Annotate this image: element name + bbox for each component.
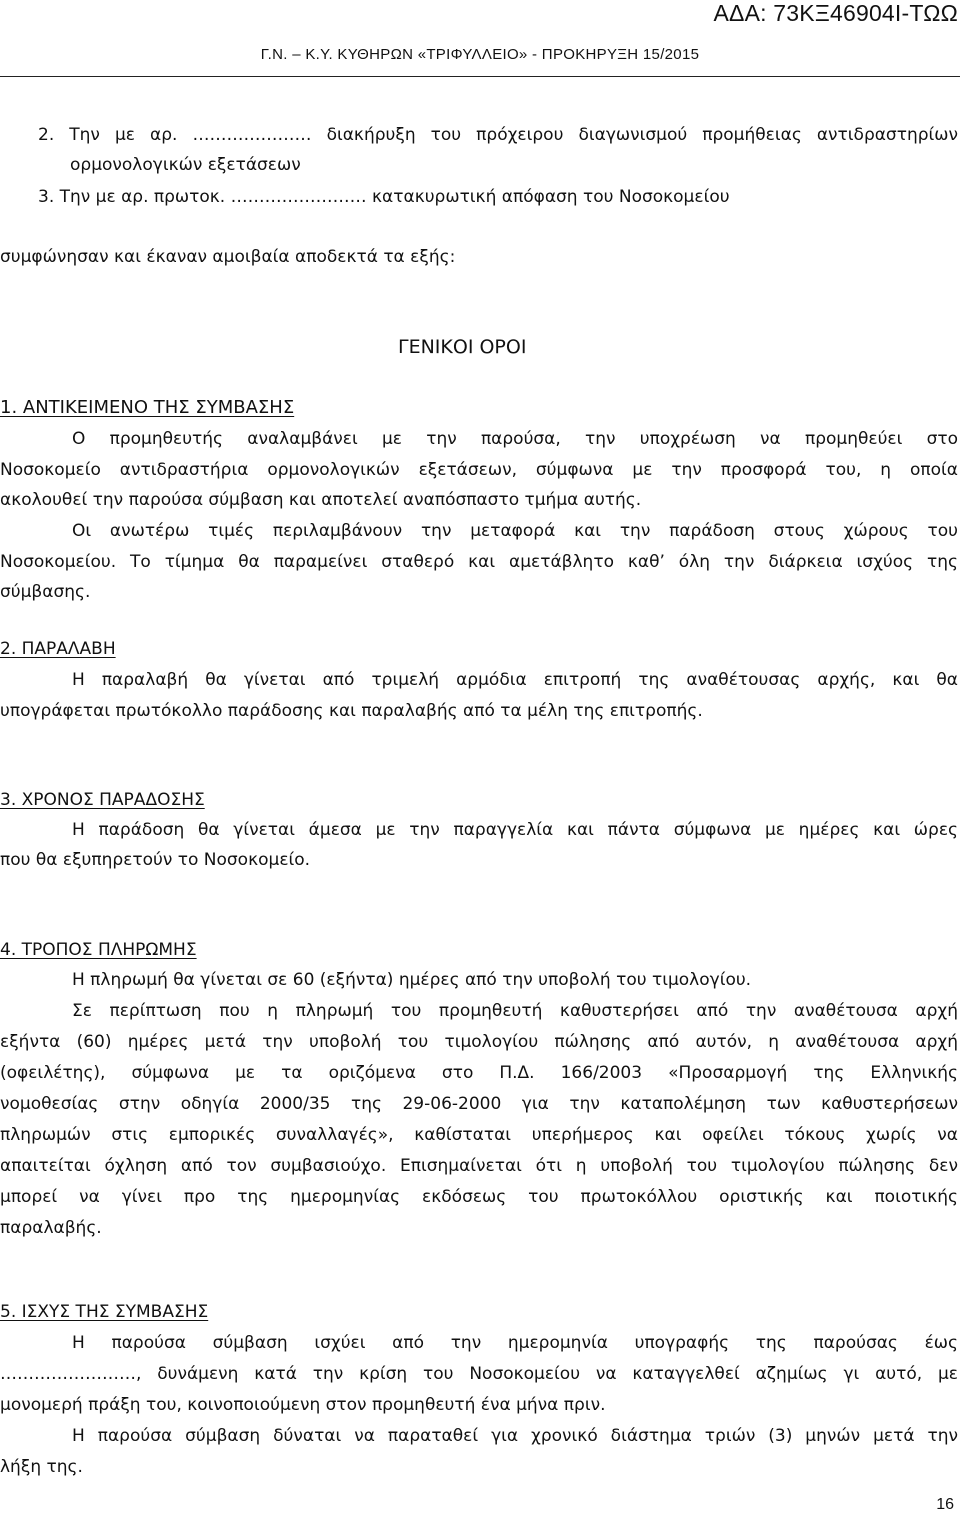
document-header: Γ.Ν. – Κ.Υ. ΚΥΘΗΡΩΝ «ΤΡΙΦΥΛΛΕΙΟ» - ΠΡΟΚΗΡΥΞΗ 15/2015 — [260, 46, 700, 63]
section-5-line: λήξη της. — [0, 1457, 83, 1477]
section-4-line: παραλαβής. — [0, 1218, 102, 1238]
section-4-line: απαιτείται όχληση από τον συμβασιούχο. Επισημαίνεται ότι η υποβολή του τιμολογίου πώλησης δεν — [0, 1156, 958, 1176]
section-2-heading: 2. ΠΑΡΑΛΑΒΗ — [0, 639, 116, 659]
section-5-heading: 5. ΙΣΧΥΣ ΤΗΣ ΣΥΜΒΑΣΗΣ — [0, 1302, 209, 1322]
section-1-heading: 1. ΑΝΤΙΚΕΙΜΕΝΟ ΤΗΣ ΣΥΜΒΑΣΗΣ — [0, 397, 295, 418]
section-4-line: νομοθεσίας στην οδηγία 2000/35 της 29-06-2000 για την καταπολέμηση των καθυστερήσεων — [0, 1094, 958, 1114]
section-4-line: Σε περίπτωση που η πληρωμή του προμηθευτή καθυστερήσει από την αναθέτουσα αρχή — [72, 1001, 958, 1021]
section-1-line: σύμβασης. — [0, 582, 91, 602]
section-5-line: Η παρούσα σύμβαση δύναται να παραταθεί για χρονικό διάστημα τριών (3) μηνών μετά την — [72, 1426, 958, 1446]
page-number: 16 — [936, 1496, 954, 1513]
header-divider — [0, 76, 960, 77]
section-1-line: ακολουθεί την παρούσα σύμβαση και αποτελεί αναπόσπαστο τμήμα αυτής. — [0, 490, 642, 510]
section-5-line: Η παρούσα σύμβαση ισχύει από την ημερομηνία υπογραφής της παρούσας έως — [72, 1333, 958, 1353]
section-1-line: Οι ανωτέρω τιμές περιλαμβάνουν την μεταφορά και την παράδοση στους χώρους του — [72, 521, 958, 541]
section-2-line: Η παραλαβή θα γίνεται από τριμελή αρμόδια επιτροπή της αναθέτουσας αρχής, και θα — [72, 670, 958, 690]
general-terms-title: ΓΕΝΙΚΟΙ ΟΡΟΙ — [398, 336, 527, 358]
section-3-heading: 3. ΧΡΟΝΟΣ ΠΑΡΑΔΟΣΗΣ — [0, 790, 205, 810]
intro-item-2-cont: ορμονολογικών εξετάσεων — [70, 155, 301, 175]
section-5-line: μονομερή πράξη του, κοινοποιούμενη στον προμηθευτή ένα μήνα πριν. — [0, 1395, 606, 1415]
section-4-line: (οφειλέτης), σύμφωνα με τα οριζόμενα στο Π.Δ. 166/2003 «Προσαρμογή της Ελληνικής — [0, 1063, 958, 1083]
section-5-line: ……………………, δυνάμενη κατά την κρίση του Νοσοκομείου να καταγγελθεί αζημίως γι αυτό, με — [0, 1364, 958, 1384]
section-4-line: Η πληρωμή θα γίνεται σε 60 (εξήντα) ημέρες από την υποβολή του τιμολογίου. — [72, 970, 752, 990]
section-1-line: Νοσοκομείο αντιδραστήρια ορμονολογικών εξετάσεων, σύμφωνα με την προσφορά του, η οποία — [0, 460, 958, 480]
section-4-line: μπορεί να γίνει προ της ημερομηνίας εκδόσεως του πρωτοκόλλου οριστικής και ποιοτικής — [0, 1187, 958, 1207]
section-4-line: εξήντα (60) ημέρες μετά την υποβολή του τιμολογίου πώλησης από αυτόν, η αναθέτουσα αρχή — [0, 1032, 958, 1052]
section-3-line: που θα εξυπηρετούν το Νοσοκομείο. — [0, 850, 311, 870]
agreement-line: συμφώνησαν και έκαναν αμοιβαία αποδεκτά τα εξής: — [0, 247, 456, 267]
section-1-line: Νοσοκομείου. Το τίμημα θα παραμείνει σταθερό και αμετάβλητο καθ’ όλη την διάρκεια ισχύος της — [0, 552, 958, 572]
section-4-heading: 4. ΤΡΟΠΟΣ ΠΛΗΡΩΜΗΣ — [0, 940, 197, 960]
section-1-line: Ο προμηθευτής αναλαμβάνει με την παρούσα, την υποχρέωση να προμηθεύει στο — [72, 429, 958, 449]
section-4-line: πληρωμών στις εμπορικές συναλλαγές», καθίσταται υπερήμερος και οφείλει τόκους χωρίς να — [0, 1125, 958, 1145]
ada-code: ΑΔΑ: 73ΚΞ46904Ι-ΤΩΩ — [713, 0, 958, 26]
intro-item-2: 2. Την με αρ. ………………… διακήρυξη του πρόχειρου διαγωνισμού προμήθειας αντιδραστηρίων — [38, 125, 958, 145]
intro-item-3: 3. Την με αρ. πρωτοκ. …………………… κατακυρωτική απόφαση του Νοσοκομείου — [38, 187, 730, 207]
section-2-line: υπογράφεται πρωτόκολλο παράδοσης και παραλαβής από τα μέλη της επιτροπής. — [0, 701, 703, 721]
section-3-line: Η παράδοση θα γίνεται άμεσα με την παραγγελία και πάντα σύμφωνα με ημέρες και ώρες — [72, 820, 958, 840]
